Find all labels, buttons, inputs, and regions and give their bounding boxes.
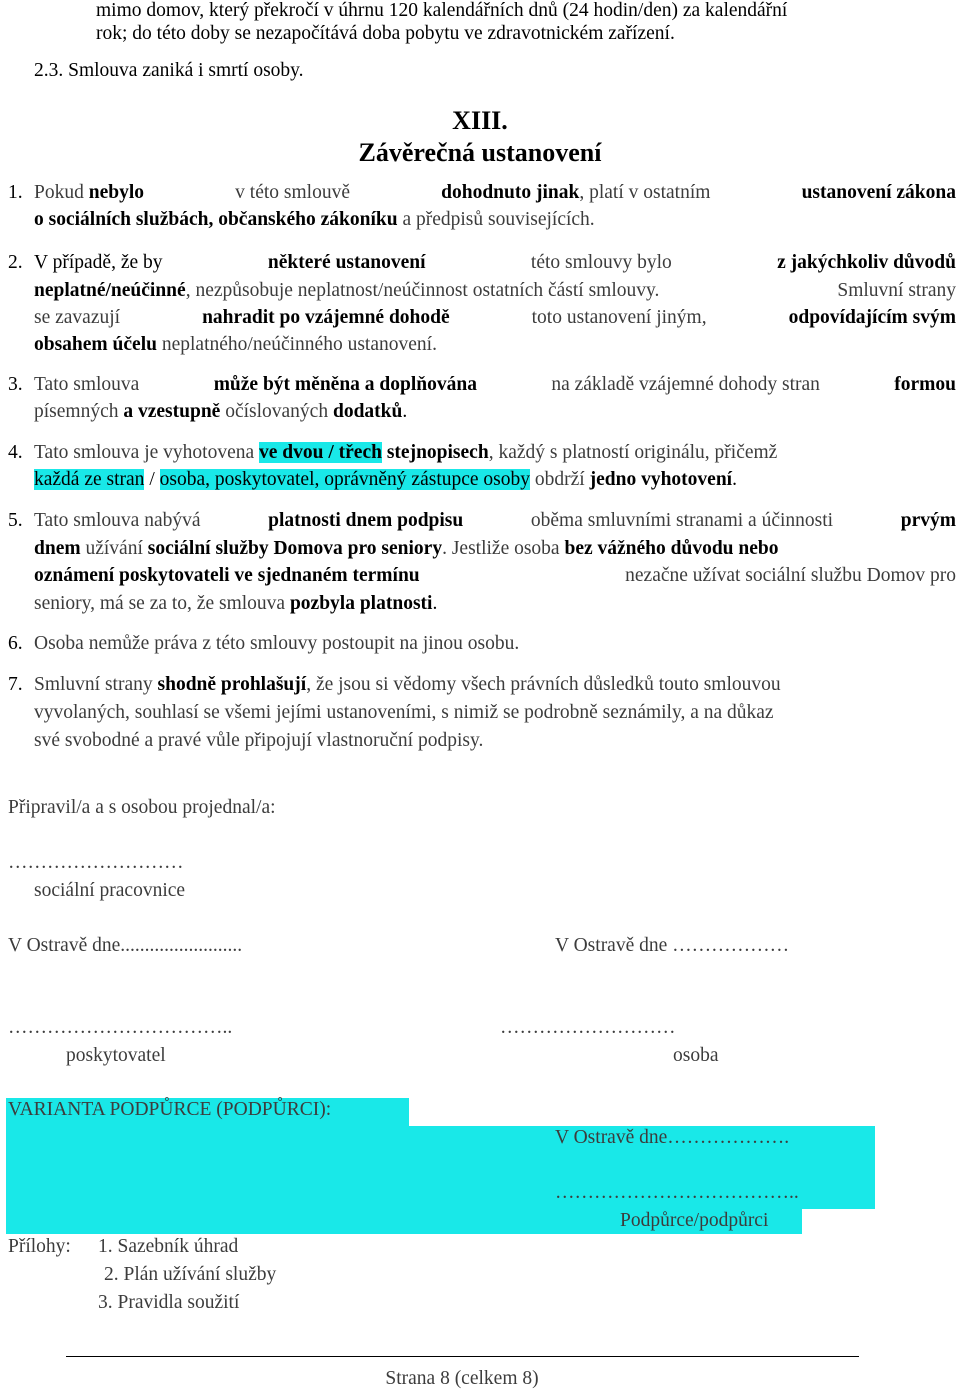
page-number: Strana 8 (celkem 8) <box>385 1368 539 1389</box>
signature-dots: ……………………… <box>8 852 184 873</box>
section-number: XIII. <box>452 106 508 135</box>
clause-2-line-4: obsahem účelu neplatného/neúčinného ustanovení. <box>34 334 437 355</box>
clause-7-line-3: své svobodné a pravé vůle připojují vlastnoruční podpisy. <box>34 730 484 751</box>
provider-label: poskytovatel <box>66 1045 166 1066</box>
clause-number: 4. <box>8 442 23 463</box>
variant-highlight <box>6 1154 875 1182</box>
text-line: mimo domov, který překročí v úhrnu 120 kalendářních dnů (24 hodin/den) za kalendářní <box>96 0 788 21</box>
attachment-item: 3. Pravidla soužití <box>98 1292 240 1313</box>
section-title: Závěrečná ustanovení <box>358 138 602 167</box>
clause-3-line-1: Tato smlouva může být měněna a doplňována na základě vzájemné dohody stran formou <box>34 374 956 395</box>
clause-2-line-3: se zavazují nahradit po vzájemné dohodě toto ustanovení jiným, odpovídajícím svým <box>34 307 956 328</box>
variant-signature-dots: ……………………………….. <box>555 1182 799 1203</box>
clause-number: 1. <box>8 182 23 203</box>
clause-number: 3. <box>8 374 23 395</box>
clause-2-line-2: neplatné/neúčinné, nezpůsobuje neplatnost/neúčinnost ostatních částí smlouvy. Smluvní strany <box>34 280 956 301</box>
place-date-right: V Ostravě dne ……………… <box>555 935 790 956</box>
supporter-label: Podpůrce/podpůrci <box>620 1210 769 1231</box>
clause-number: 6. <box>8 633 23 654</box>
clause-5-line-1: Tato smlouva nabývá platnosti dnem podpisu oběma smluvními stranami a účinnosti prvým <box>34 510 956 531</box>
clause-number: 5. <box>8 510 23 531</box>
attachment-item: 2. Plán užívání služby <box>104 1264 277 1285</box>
clause-7-line-2: vyvolaných, souhlasí se všemi jejími ustanoveními, s nimiž se podrobně seznámily, a na důkaz <box>34 702 774 723</box>
text-line: rok; do této doby se nezapočítává doba pobytu ve zdravotnickém zařízení. <box>96 23 675 44</box>
clause-3-line-2: písemných a vzestupně očíslovaných dodatků. <box>34 401 408 422</box>
clause-4-line-2: každá ze stran / osoba, poskytovatel, oprávněný zástupce osoby obdrží jedno vyhotovení. <box>34 469 737 490</box>
clause-1-line-2: o sociálních službách, občanského zákoníku a předpisů souvisejících. <box>34 209 595 230</box>
attachment-item: 1. Sazebník úhrad <box>98 1236 239 1257</box>
footer-rule <box>66 1356 859 1357</box>
person-label: osoba <box>673 1045 719 1066</box>
clause-5-line-4: seniory, má se za to, že smlouva pozbyla platnosti. <box>34 593 438 614</box>
signature-dots-left: …………………………….. <box>8 1017 233 1038</box>
clause-number: 7. <box>8 674 23 695</box>
place-date-left: V Ostravě dne......................... <box>8 935 243 956</box>
clause-5-line-2: dnem užívání sociální služby Domova pro seniory. Jestliže osoba bez vážného důvodu nebo <box>34 538 779 559</box>
attachments-label: Přílohy: <box>8 1236 71 1257</box>
clause-6-text: Osoba nemůže práva z této smlouvy postoupit na jinou osobu. <box>34 633 520 654</box>
variant-title: VARIANTA PODPŮRCE (PODPŮRCI): <box>8 1099 332 1120</box>
signature-dots-right: ……………………… <box>500 1017 676 1038</box>
clause-2-3: 2.3. Smlouva zaniká i smrtí osoby. <box>34 60 304 81</box>
variant-place-date: V Ostravě dne………………. <box>555 1127 790 1148</box>
prepared-label: Připravil/a a s osobou projednal/a: <box>8 797 276 818</box>
clause-2-line-1: V případě, že by některé ustanovení této smlouvy bylo z jakýchkoliv důvodů <box>34 252 956 273</box>
clause-7-line-1: Smluvní strany shodně prohlašují, že jsou si vědomy všech právních důsledků touto smlouvou <box>34 674 781 695</box>
clause-4-line-1: Tato smlouva je vyhotovena ve dvou / třech stejnopisech, každý s platností originálu, přičemž <box>34 442 778 463</box>
clause-5-line-3: oznámení poskytovateli ve sjednaném termínu nezačne užívat sociální službu Domov pro <box>34 565 956 586</box>
social-worker-label: sociální pracovnice <box>34 880 186 901</box>
clause-1-line-1: Pokud nebylo v této smlouvě dohodnuto jinak, platí v ostatním ustanovení zákona <box>34 182 956 203</box>
clause-number: 2. <box>8 252 23 273</box>
